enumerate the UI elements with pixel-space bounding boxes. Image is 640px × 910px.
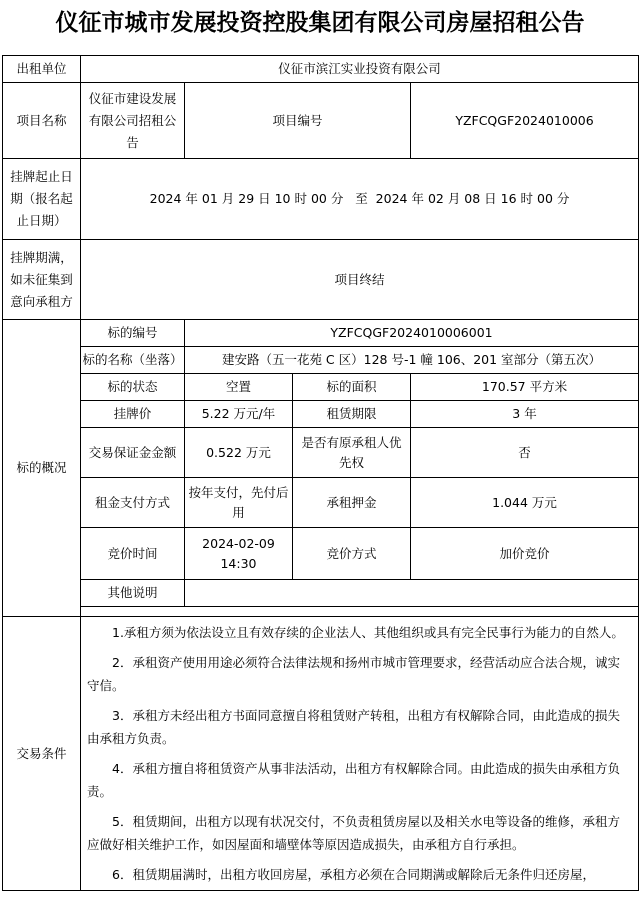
listing-period-label: 挂牌起止日期（报名起止日期） bbox=[3, 159, 81, 240]
lot-code-value: YZFCQGF2024010006001 bbox=[185, 320, 639, 347]
lessor-value: 仪征市滨江实业投资有限公司 bbox=[81, 56, 639, 83]
lot-spacer bbox=[81, 607, 639, 617]
condition-item: 2．承租资产使用用途必须符合法律法规和扬州市城市管理要求，经营活动应合法合规，诚实守信。 bbox=[87, 655, 620, 693]
project-code-label: 项目编号 bbox=[185, 83, 411, 159]
condition-item: 4．承租方擅自将租赁资产从事非法活动，出租方有权解除合同。由此造成的损失由承租方负责。 bbox=[87, 761, 620, 799]
project-name-label: 项目名称 bbox=[3, 83, 81, 159]
page-title: 仪征市城市发展投资控股集团有限公司房屋招租公告 bbox=[55, 10, 585, 36]
row-listing-period bbox=[3, 159, 639, 240]
lot-term-value: 3 年 bbox=[411, 401, 639, 428]
row-lot-bid bbox=[3, 528, 639, 580]
lot-price-value: 5.22 万元/年 bbox=[185, 401, 293, 428]
condition-item: 6．租赁期届满时，出租方收回房屋，承租方必须在合同期满或解除后无条件归还房屋， bbox=[112, 867, 595, 882]
lot-name-value: 建安路（五一花苑 C 区）128 号-1 幢 106、201 室部分（第五次） bbox=[185, 347, 639, 374]
lot-section-label: 标的概况 bbox=[3, 320, 81, 617]
lot-payment-value: 按年支付，先付后用 bbox=[185, 478, 293, 528]
row-lot-name bbox=[3, 347, 639, 374]
lot-area-label: 标的面积 bbox=[293, 374, 411, 401]
lot-deposit-label: 交易保证金金额 bbox=[81, 428, 185, 478]
lot-area-value: 170.57 平方米 bbox=[411, 374, 639, 401]
row-lot-deposit bbox=[3, 428, 639, 478]
lot-payment-label: 租金支付方式 bbox=[81, 478, 185, 528]
lot-price-label: 挂牌价 bbox=[81, 401, 185, 428]
row-lot-status bbox=[3, 374, 639, 401]
lot-notes-value bbox=[185, 580, 639, 607]
conditions-label: 交易条件 bbox=[3, 617, 81, 891]
lot-term-label: 租赁期限 bbox=[293, 401, 411, 428]
lot-priority-label: 是否有原承租人优先权 bbox=[293, 428, 411, 478]
lessor-label: 出租单位 bbox=[3, 56, 81, 83]
row-lot-code bbox=[3, 320, 639, 347]
row-lot-price bbox=[3, 401, 639, 428]
lot-deposit-value: 0.522 万元 bbox=[185, 428, 293, 478]
row-lessor bbox=[3, 56, 639, 83]
lot-bid-method-value: 加价竞价 bbox=[411, 528, 639, 580]
expiry-label: 挂牌期满，如未征集到意向承租方 bbox=[3, 240, 81, 320]
lot-status-value: 空置 bbox=[185, 374, 293, 401]
row-lot-notes bbox=[3, 580, 639, 607]
lot-name-label: 标的名称（坐落） bbox=[81, 347, 185, 374]
lot-bid-method-label: 竞价方式 bbox=[293, 528, 411, 580]
row-project bbox=[3, 83, 639, 159]
lot-priority-value: 否 bbox=[411, 428, 639, 478]
lot-security-label: 承租押金 bbox=[293, 478, 411, 528]
row-lot-payment bbox=[3, 478, 639, 528]
conditions-list bbox=[81, 617, 639, 891]
condition-item: 5．租赁期间，出租方以现有状况交付，不负责租赁房屋以及相关水电等设备的维修，承租方应做好相关维护工作，如因屋面和墙壁体等原因造成损失，由承租方自行承担。 bbox=[87, 814, 620, 852]
row-lot-spacer bbox=[3, 607, 639, 617]
condition-item: 1.承租方须为依法设立且有效存续的企业法人、其他组织或具有完全民事行为能力的自然人。 bbox=[112, 625, 624, 640]
announcement-table bbox=[2, 55, 639, 891]
lot-code-label: 标的编号 bbox=[81, 320, 185, 347]
lot-bid-time-label: 竞价时间 bbox=[81, 528, 185, 580]
row-expiry bbox=[3, 240, 639, 320]
lot-notes-label: 其他说明 bbox=[81, 580, 185, 607]
lot-bid-time-value: 2024-02-09 14:30 bbox=[185, 528, 293, 580]
expiry-value: 项目终结 bbox=[81, 240, 639, 320]
listing-period-value: 2024 年 01 月 29 日 10 时 00 分 至 2024 年 02 月 08 日 16 时 00 分 bbox=[81, 159, 639, 240]
lot-security-value: 1.044 万元 bbox=[411, 478, 639, 528]
condition-item: 3．承租方未经出租方书面同意擅自将租赁财产转租，出租方有权解除合同，由此造成的损失由承租方负责。 bbox=[87, 708, 620, 746]
project-code-value: YZFCQGF2024010006 bbox=[411, 83, 639, 159]
project-name-value: 仪征市建设发展有限公司招租公告 bbox=[81, 83, 185, 159]
lot-status-label: 标的状态 bbox=[81, 374, 185, 401]
row-conditions bbox=[3, 617, 639, 891]
